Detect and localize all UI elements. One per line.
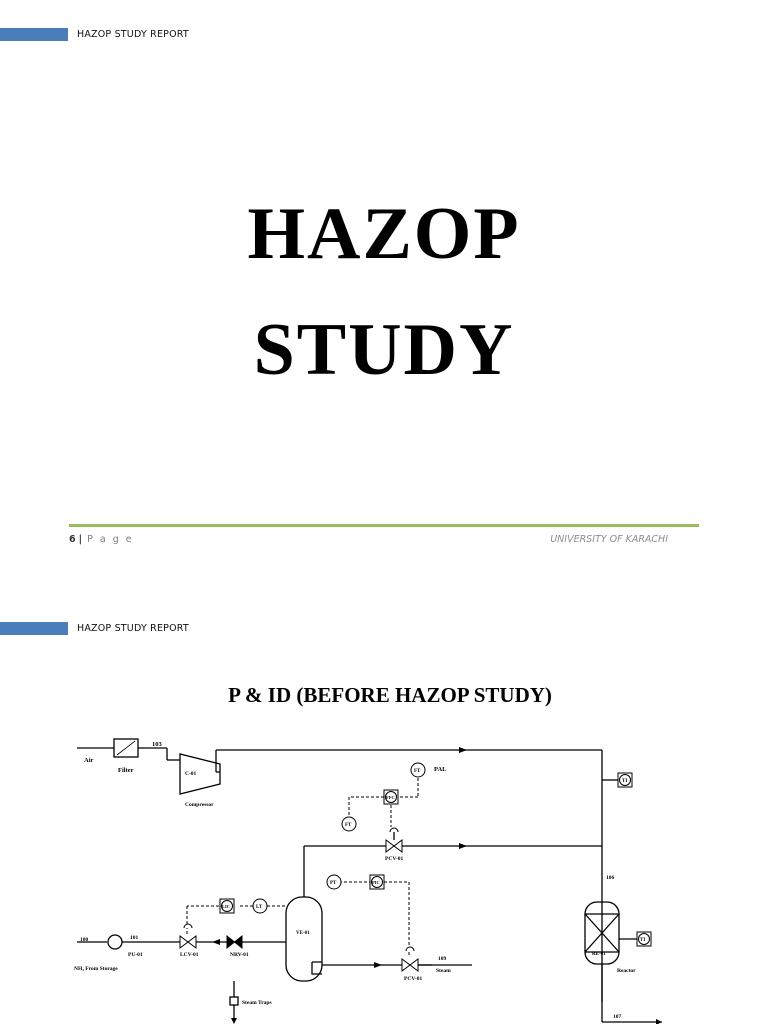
page-header-2: HAZOP STUDY REPORT [77,623,189,634]
label-nrv01: NRV-01 [230,952,249,958]
header-accent-bar [0,28,68,41]
label-reactor: Reactor [617,968,636,974]
label-ve01: VE-01 [296,931,310,936]
page-word: P a g e [87,534,134,545]
label-ffc: FFC [386,795,395,800]
page-number [69,534,134,545]
title-line-1: HAZOP [247,193,521,275]
pid-diagram [72,662,698,1024]
institution-name: UNIVERSITY OF KARACHI [550,534,668,545]
label-stream-101: 101 [130,935,139,941]
label-pcv-bottom: PCV-01 [404,976,423,982]
page-number-value: 6 [69,534,76,545]
footer-rule [69,524,699,527]
label-steam: Steam [436,968,451,974]
label-pic: PIC [372,880,380,885]
page-separator: | [78,534,83,545]
label-c01: C-01 [185,771,197,777]
label-stream-103: 103 [152,741,162,748]
label-ti-top: TI [622,779,628,784]
label-ft-top: FT [414,769,421,774]
label-stream-107: 107 [613,1014,622,1020]
label-pt: PT [330,881,337,886]
label-compressor: Compressor [185,802,214,808]
pid-svg [72,662,698,1024]
label-ft-mid: FT [345,823,352,828]
label-stream-106: 106 [606,875,615,881]
label-filter: Filter [118,767,134,774]
label-lic: LIC [222,904,231,909]
header-accent-bar-2 [0,622,68,635]
label-lcv01: LCV-01 [180,952,199,958]
label-pal: PAL [434,766,447,773]
label-re01: RE-01 [592,952,606,957]
title-line-2: STUDY [253,309,515,391]
label-stream-109: 109 [438,956,447,962]
label-lt: LT [256,905,263,910]
label-air: Air [84,757,94,764]
label-steam-traps: Steam Traps [242,1000,272,1006]
page-header: HAZOP STUDY REPORT [77,29,189,40]
label-pcv-top: PCV-01 [385,856,404,862]
label-nh3-storage: NH₃ From Storage [74,966,118,972]
label-stream-100: 100 [80,937,89,943]
label-ti-right: TI [640,938,646,943]
label-pu01: PU-01 [128,952,143,958]
diagram-title: P & ID (BEFORE HAZOP STUDY) [228,683,552,707]
